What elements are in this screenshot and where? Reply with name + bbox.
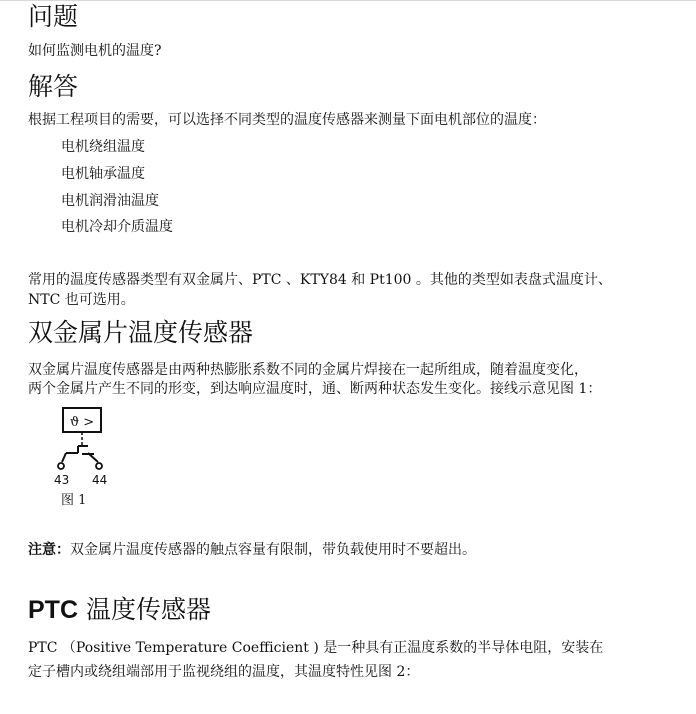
bimetal-switch-diagram (54, 406, 114, 488)
terminal-44-label: 44 (92, 473, 108, 487)
bimetal-text-line-1: 双金属片温度传感器是由两种热膨胀系数不同的金属片焊接在一起所组成，随着温度变化， (28, 362, 588, 378)
question-text: 如何监测电机的温度? (28, 43, 162, 59)
bimetal-heading: 双金属片温度传感器 (28, 318, 254, 347)
top-divider (0, 0, 696, 1)
ptc-heading-text: 温度传感器 (78, 595, 211, 624)
note-text: 双金属片温度传感器的触点容量有限制，带负载使用时不要超出。 (70, 542, 476, 558)
list-item: 电机轴承温度 (61, 166, 145, 182)
list-item: 电机润滑油温度 (61, 193, 159, 209)
question-heading: 问题 (28, 2, 79, 31)
ptc-text-line-1: PTC （Positive Temperature Coefficient ) 是一种具有正温度系数的半导体电阻，安装在 (28, 640, 604, 656)
ptc-heading (28, 595, 211, 625)
answer-intro: 根据工程项目的需要，可以选择不同类型的温度传感器来测量下面电机部位的温度： (28, 112, 546, 128)
terminal-43-label: 43 (54, 473, 70, 487)
list-item: 电机绕组温度 (61, 139, 145, 155)
ptc-text-line-2: 定子槽内或绕组端部用于监视绕组的温度，其温度特性见图 2： (28, 664, 420, 680)
list-item: 电机冷却介质温度 (61, 219, 173, 235)
sensor-types-line-2: NTC 也可选用。 (28, 292, 135, 308)
ptc-heading-abbrev: PTC (28, 596, 78, 624)
note-label: 注意： (28, 542, 70, 558)
answer-heading: 解答 (28, 72, 79, 101)
bimetal-note (28, 541, 476, 560)
figure-1-caption: 图 1 (61, 493, 87, 508)
thermal-symbol: ϑ > (69, 415, 95, 430)
bimetal-text-line-2: 两个金属片产生不同的形变，到达响应温度时，通、断两种状态发生变化。接线示意见图 1： (28, 381, 602, 397)
sensor-types-line-1: 常用的温度传感器类型有双金属片、PTC 、KTY84 和 Pt100 。其他的类型如表盘式温度计、 (28, 272, 612, 288)
